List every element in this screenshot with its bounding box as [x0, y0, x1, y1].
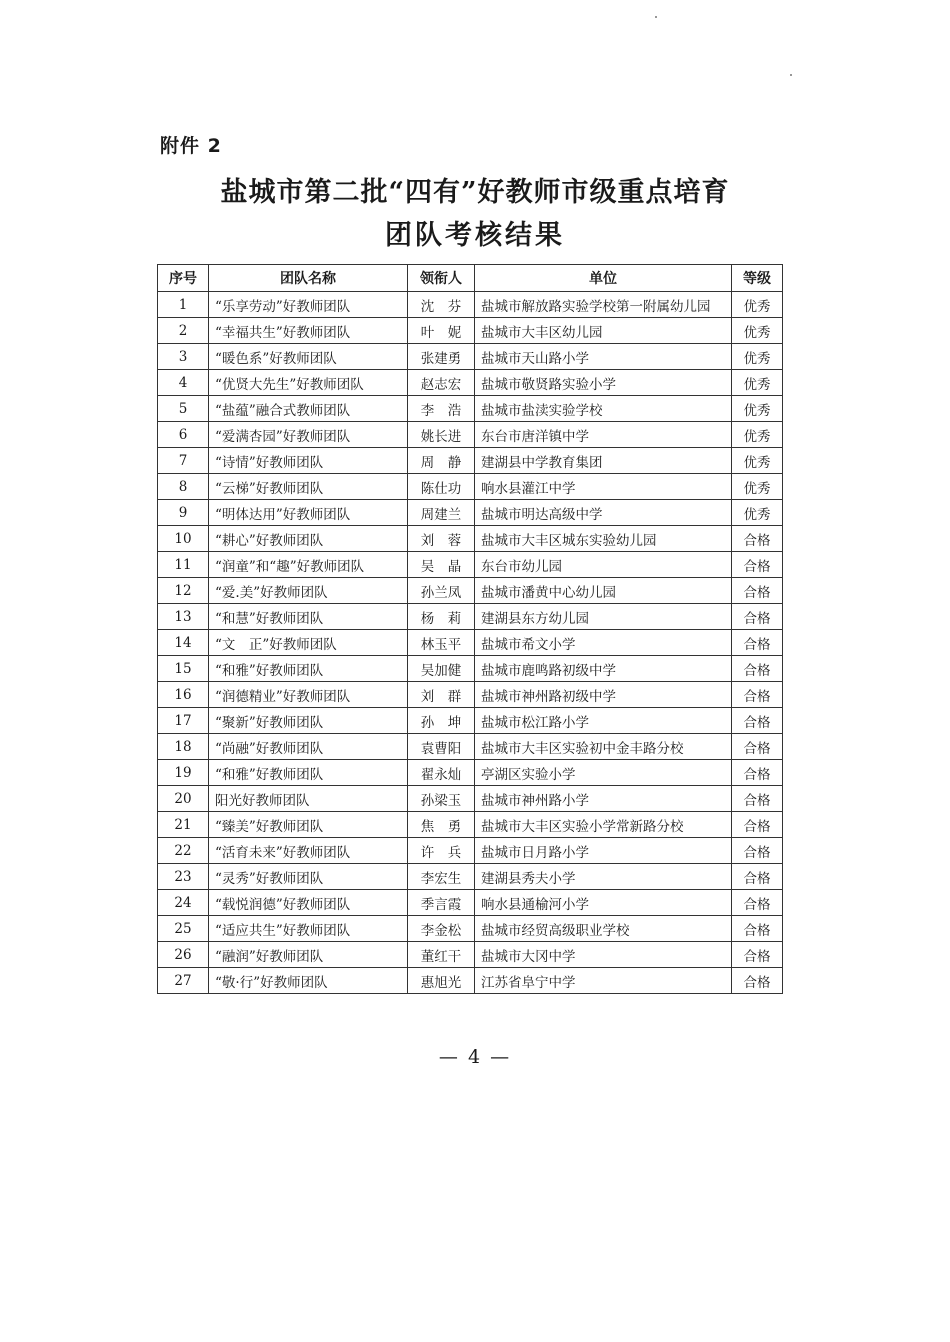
scan-speck [790, 74, 792, 76]
cell-team: “润德精业”好教师团队 [209, 682, 408, 708]
cell-leader: 孙兰凤 [408, 578, 475, 604]
cell-team: “耕心”好教师团队 [209, 526, 408, 552]
cell-no: 17 [158, 708, 209, 734]
cell-team: “和雅”好教师团队 [209, 760, 408, 786]
cell-team: “和雅”好教师团队 [209, 656, 408, 682]
cell-unit: 盐城市松江路小学 [475, 708, 732, 734]
table-row [158, 916, 783, 942]
cell-team: “盐蕴”融合式教师团队 [209, 396, 408, 422]
cell-leader: 袁曹阳 [408, 734, 475, 760]
table-row [158, 448, 783, 474]
cell-grade: 优秀 [732, 448, 783, 474]
cell-unit: 响水县通榆河小学 [475, 890, 732, 916]
cell-team: “载悦润德”好教师团队 [209, 890, 408, 916]
attachment-label: 附件 2 [160, 135, 222, 157]
cell-no: 22 [158, 838, 209, 864]
page-number: — 4 — [438, 1046, 512, 1068]
table-row [158, 396, 783, 422]
cell-grade: 合格 [732, 578, 783, 604]
cell-leader: 惠旭光 [408, 968, 475, 994]
cell-grade: 合格 [732, 916, 783, 942]
cell-grade: 优秀 [732, 422, 783, 448]
cell-no: 15 [158, 656, 209, 682]
cell-no: 12 [158, 578, 209, 604]
cell-grade: 合格 [732, 968, 783, 994]
cell-no: 6 [158, 422, 209, 448]
table-row [158, 630, 783, 656]
cell-team: “爱.美”好教师团队 [209, 578, 408, 604]
table-row [158, 500, 783, 526]
cell-leader: 杨 莉 [408, 604, 475, 630]
cell-leader: 叶 妮 [408, 318, 475, 344]
cell-leader: 赵志宏 [408, 370, 475, 396]
cell-team: “尚融”好教师团队 [209, 734, 408, 760]
cell-grade: 合格 [732, 864, 783, 890]
table-row [158, 760, 783, 786]
cell-no: 26 [158, 942, 209, 968]
cell-no: 21 [158, 812, 209, 838]
cell-team: “活育未来”好教师团队 [209, 838, 408, 864]
cell-leader: 林玉平 [408, 630, 475, 656]
cell-leader: 周 静 [408, 448, 475, 474]
cell-no: 10 [158, 526, 209, 552]
cell-no: 9 [158, 500, 209, 526]
cell-leader: 姚长进 [408, 422, 475, 448]
table-row [158, 968, 783, 994]
cell-grade: 合格 [732, 760, 783, 786]
cell-no: 25 [158, 916, 209, 942]
cell-leader: 吴加健 [408, 656, 475, 682]
cell-leader: 李金松 [408, 916, 475, 942]
cell-unit: 盐城市大丰区实验小学常新路分校 [475, 812, 732, 838]
cell-team: “乐享劳动”好教师团队 [209, 292, 408, 318]
cell-team: “诗情”好教师团队 [209, 448, 408, 474]
cell-grade: 优秀 [732, 344, 783, 370]
table-row [158, 942, 783, 968]
cell-no: 4 [158, 370, 209, 396]
cell-grade: 合格 [732, 682, 783, 708]
cell-no: 11 [158, 552, 209, 578]
header-leader: 领衔人 [408, 265, 475, 292]
cell-team: “融润”好教师团队 [209, 942, 408, 968]
cell-no: 16 [158, 682, 209, 708]
cell-grade: 合格 [732, 604, 783, 630]
cell-grade: 优秀 [732, 500, 783, 526]
table-row [158, 890, 783, 916]
cell-unit: 盐城市潘黄中心幼儿园 [475, 578, 732, 604]
cell-team: “云梯”好教师团队 [209, 474, 408, 500]
cell-grade: 合格 [732, 786, 783, 812]
cell-grade: 优秀 [732, 396, 783, 422]
cell-no: 5 [158, 396, 209, 422]
cell-unit: 建湖县东方幼儿园 [475, 604, 732, 630]
cell-no: 2 [158, 318, 209, 344]
cell-unit: 江苏省阜宁中学 [475, 968, 732, 994]
document-title-line2: 团队考核结果 [385, 220, 565, 251]
cell-no: 18 [158, 734, 209, 760]
cell-grade: 合格 [732, 526, 783, 552]
table-row [158, 370, 783, 396]
cell-unit: 盐城市解放路实验学校第一附属幼儿园 [475, 292, 732, 318]
cell-no: 8 [158, 474, 209, 500]
table-row [158, 812, 783, 838]
cell-team: “敬·行”好教师团队 [209, 968, 408, 994]
cell-team: “臻美”好教师团队 [209, 812, 408, 838]
cell-grade: 合格 [732, 630, 783, 656]
cell-grade: 优秀 [732, 370, 783, 396]
cell-unit: 盐城市大丰区城东实验幼儿园 [475, 526, 732, 552]
header-grade: 等级 [732, 265, 783, 292]
cell-team: “聚新”好教师团队 [209, 708, 408, 734]
cell-unit: 盐城市希文小学 [475, 630, 732, 656]
table-row [158, 474, 783, 500]
header-no: 序号 [158, 265, 209, 292]
results-table [157, 264, 783, 994]
cell-leader: 吴 晶 [408, 552, 475, 578]
cell-leader: 季言霞 [408, 890, 475, 916]
cell-no: 1 [158, 292, 209, 318]
cell-grade: 合格 [732, 552, 783, 578]
table-row [158, 526, 783, 552]
cell-unit: 盐城市敬贤路实验小学 [475, 370, 732, 396]
cell-unit: 盐城市经贸高级职业学校 [475, 916, 732, 942]
cell-unit: 建湖县中学教育集团 [475, 448, 732, 474]
cell-no: 24 [158, 890, 209, 916]
header-team: 团队名称 [209, 265, 408, 292]
cell-leader: 孙 坤 [408, 708, 475, 734]
cell-unit: 盐城市天山路小学 [475, 344, 732, 370]
table-row [158, 734, 783, 760]
cell-unit: 盐城市神州路初级中学 [475, 682, 732, 708]
table-row [158, 604, 783, 630]
cell-leader: 许 兵 [408, 838, 475, 864]
cell-grade: 合格 [732, 838, 783, 864]
table-row [158, 292, 783, 318]
cell-team: “明体达用”好教师团队 [209, 500, 408, 526]
cell-no: 14 [158, 630, 209, 656]
cell-leader: 李 浩 [408, 396, 475, 422]
cell-grade: 合格 [732, 656, 783, 682]
cell-no: 19 [158, 760, 209, 786]
cell-leader: 沈 芬 [408, 292, 475, 318]
cell-leader: 翟永灿 [408, 760, 475, 786]
cell-unit: 盐城市日月路小学 [475, 838, 732, 864]
cell-unit: 盐城市大丰区实验初中金丰路分校 [475, 734, 732, 760]
cell-leader: 刘 蓉 [408, 526, 475, 552]
cell-no: 3 [158, 344, 209, 370]
table-row [158, 838, 783, 864]
cell-team: 阳光好教师团队 [209, 786, 408, 812]
cell-leader: 张建勇 [408, 344, 475, 370]
cell-grade: 合格 [732, 812, 783, 838]
table-row [158, 422, 783, 448]
table-row [158, 318, 783, 344]
table-row [158, 344, 783, 370]
cell-unit: 盐城市盐渎实验学校 [475, 396, 732, 422]
cell-team: “润童”和“趣”好教师团队 [209, 552, 408, 578]
cell-leader: 刘 群 [408, 682, 475, 708]
table-row [158, 682, 783, 708]
cell-grade: 优秀 [732, 474, 783, 500]
cell-no: 13 [158, 604, 209, 630]
cell-grade: 合格 [732, 734, 783, 760]
cell-unit: 亭湖区实验小学 [475, 760, 732, 786]
cell-grade: 优秀 [732, 292, 783, 318]
cell-team: “优贤大先生”好教师团队 [209, 370, 408, 396]
cell-leader: 陈仕功 [408, 474, 475, 500]
cell-unit: 东台市幼儿园 [475, 552, 732, 578]
cell-team: “文 正”好教师团队 [209, 630, 408, 656]
cell-grade: 合格 [732, 890, 783, 916]
cell-leader: 李宏生 [408, 864, 475, 890]
cell-unit: 建湖县秀夫小学 [475, 864, 732, 890]
cell-unit: 东台市唐洋镇中学 [475, 422, 732, 448]
cell-unit: 盐城市明达高级中学 [475, 500, 732, 526]
cell-leader: 周建兰 [408, 500, 475, 526]
cell-grade: 合格 [732, 942, 783, 968]
cell-no: 7 [158, 448, 209, 474]
document-title-line1: 盐城市第二批“四有”好教师市级重点培育 [220, 177, 730, 208]
table-row [158, 656, 783, 682]
table-row [158, 786, 783, 812]
cell-team: “暖色系”好教师团队 [209, 344, 408, 370]
cell-unit: 盐城市鹿鸣路初级中学 [475, 656, 732, 682]
cell-no: 20 [158, 786, 209, 812]
cell-grade: 合格 [732, 708, 783, 734]
cell-leader: 董红干 [408, 942, 475, 968]
cell-no: 27 [158, 968, 209, 994]
table-header-row [158, 265, 783, 292]
table-row [158, 552, 783, 578]
cell-leader: 孙梁玉 [408, 786, 475, 812]
cell-team: “爱满杏园”好教师团队 [209, 422, 408, 448]
cell-no: 23 [158, 864, 209, 890]
cell-team: “适应共生”好教师团队 [209, 916, 408, 942]
cell-team: “和慧”好教师团队 [209, 604, 408, 630]
cell-team: “幸福共生”好教师团队 [209, 318, 408, 344]
table-row [158, 864, 783, 890]
table-row [158, 708, 783, 734]
cell-grade: 优秀 [732, 318, 783, 344]
cell-unit: 响水县灌江中学 [475, 474, 732, 500]
cell-team: “灵秀”好教师团队 [209, 864, 408, 890]
cell-leader: 焦 勇 [408, 812, 475, 838]
cell-unit: 盐城市大冈中学 [475, 942, 732, 968]
cell-unit: 盐城市神州路小学 [475, 786, 732, 812]
scan-speck [655, 16, 657, 18]
table-row [158, 578, 783, 604]
cell-unit: 盐城市大丰区幼儿园 [475, 318, 732, 344]
header-unit: 单位 [475, 265, 732, 292]
